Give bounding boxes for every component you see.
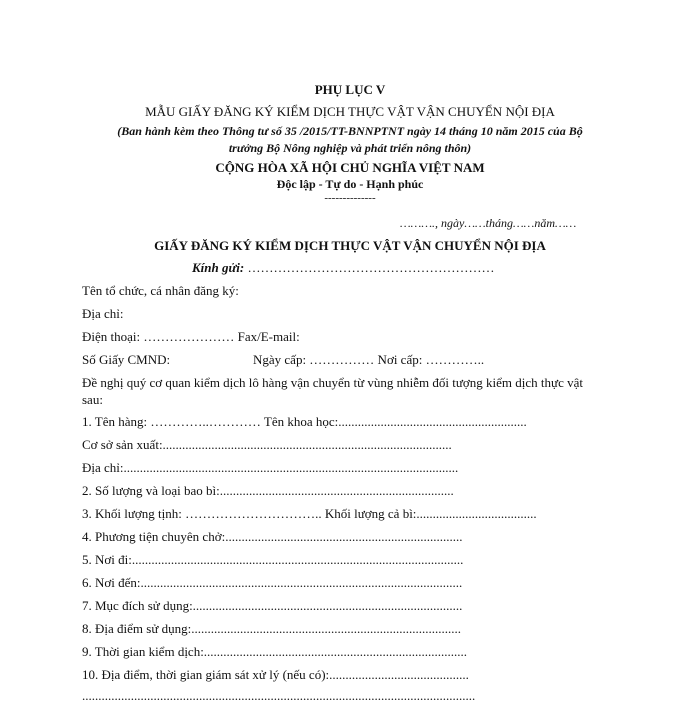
addressee-dots: ………………………………………………… xyxy=(244,260,495,275)
date-line: ………., ngày……tháng……năm…… xyxy=(400,216,577,230)
id-card-field: Số Giấy CMND: xyxy=(82,352,171,367)
item-departure: 5. Nơi đi:...................................................................................................... xyxy=(82,552,464,567)
item-continuation-dots: ......................................................................................................................... xyxy=(82,688,476,703)
item-goods-name: 1. Tên hàng: …………..………… Tên khoa học:.......................................................... xyxy=(82,414,527,429)
document-title: GIẤY ĐĂNG KÝ KIỂM DỊCH THỰC VẬT VẬN CHUYỂN NỘI ĐỊA xyxy=(154,238,546,253)
country-name: CỘNG HÒA XÃ HỘI CHỦ NGHĨA VIỆT NAM xyxy=(215,160,485,175)
item-inspection-time: 9. Thời gian kiểm dịch:................................................................................. xyxy=(82,644,468,659)
form-title: MẪU GIẤY ĐĂNG KÝ KIỂM DỊCH THỰC VẬT VẬN CHUYỂN NỘI ĐỊA xyxy=(145,104,555,119)
issue-date-field: Ngày cấp: …………… Nơi cấp: ………….. xyxy=(253,352,485,367)
national-motto: Độc lập - Tự do - Hạnh phúc xyxy=(276,177,424,191)
org-name-field: Tên tổ chức, cá nhân đăng ký: xyxy=(82,283,239,298)
item-destination: 6. Nơi đến:................................................................................................... xyxy=(82,575,463,590)
item-weight: 3. Khối lượng tịnh: ………………………….. Khối lượng cả bì:..................................... xyxy=(82,506,537,521)
appendix-heading: PHỤ LỤC V xyxy=(314,82,386,97)
item-facility-address: Địa chỉ:....................................................................................................... xyxy=(82,460,459,475)
phone-field: Điện thoại: ………………… Fax/E-mail: xyxy=(82,329,300,344)
item-production-facility: Cơ sở sản xuất:......................................................................................... xyxy=(82,437,452,452)
motto-rule: -------------- xyxy=(324,192,376,204)
request-line2: sau: xyxy=(82,392,103,407)
item-quantity-packaging: 2. Số lượng và loại bao bì:........................................................................ xyxy=(82,483,454,498)
item-supervision: 10. Địa điểm, thời gian giám sát xử lý (nếu có):........................................... xyxy=(82,667,469,682)
addressee-label: Kính gửi: xyxy=(192,260,245,275)
address-field: Địa chỉ: xyxy=(82,306,124,321)
issued-note-line1: (Ban hành kèm theo Thông tư số 35 /2015/TT-BNNPTNT ngày 14 tháng 10 năm 2015 của Bộ xyxy=(117,124,583,138)
request-line1: Đề nghị quý cơ quan kiểm dịch lô hàng vận chuyển từ vùng nhiễm đối tượng kiểm dịch thực vật xyxy=(82,375,583,390)
issued-note-line2: trưởng Bộ Nông nghiệp và phát triển nông thôn) xyxy=(228,141,472,155)
item-purpose: 7. Mục đích sử dụng:................................................................................... xyxy=(82,598,463,613)
item-usage-location: 8. Địa điểm sử dụng:................................................................................... xyxy=(82,621,461,636)
item-transport: 4. Phương tiện chuyên chở:......................................................................... xyxy=(82,529,463,544)
addressee-line xyxy=(192,260,494,276)
